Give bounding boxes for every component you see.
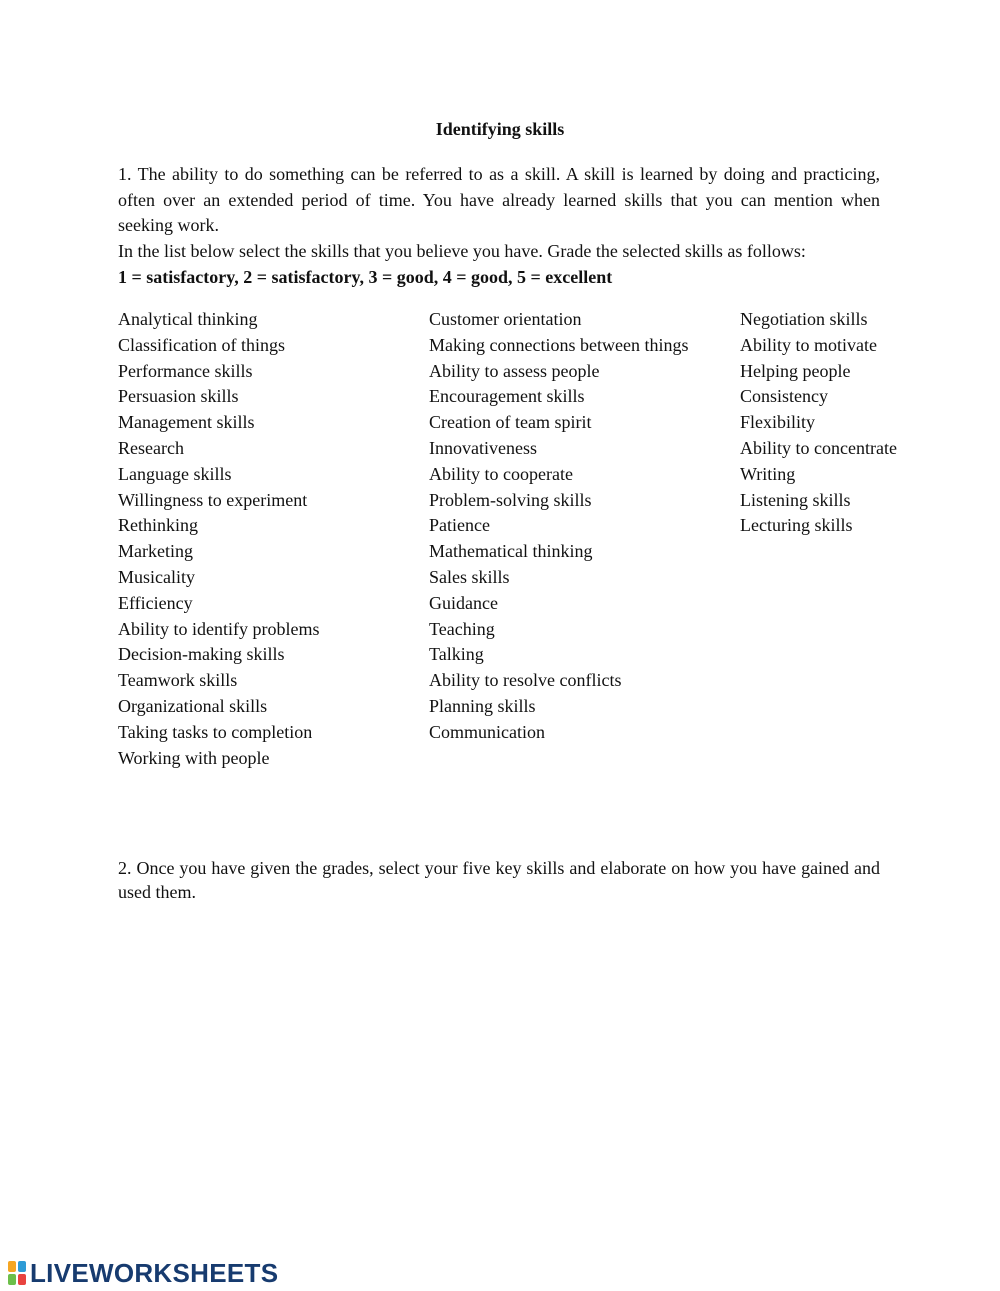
skill-item: Ability to cooperate	[429, 463, 573, 484]
skill-item: Problem-solving skills	[429, 489, 592, 510]
grade-scale: 1 = satisfactory, 2 = satisfactory, 3 = good, 4 = good, 5 = excellent	[118, 267, 613, 287]
skill-item: Customer orientation	[429, 309, 582, 329]
skill-item: Teaching	[429, 618, 495, 639]
skill-item: Rethinking	[118, 515, 198, 536]
skill-item: Patience	[429, 515, 490, 536]
skill-item: Efficiency	[118, 592, 193, 613]
logo-block	[8, 1261, 16, 1272]
skill-item: Innovativeness	[429, 437, 537, 458]
page-title: Identifying skills	[435, 119, 565, 139]
skill-item: Persuasion skills	[118, 386, 239, 407]
skill-item: Guidance	[429, 592, 498, 613]
liveworksheets-logo	[8, 1259, 278, 1287]
skills-column-3	[740, 307, 897, 539]
skill-item: Talking	[429, 644, 484, 665]
skill-item: Writing	[740, 463, 796, 484]
skill-item: Musicality	[118, 566, 195, 587]
skill-item: Communication	[429, 721, 545, 742]
skill-item: Making connections between things	[429, 334, 689, 355]
skills-column-1	[118, 307, 319, 771]
skill-item: Decision-making skills	[118, 644, 285, 665]
skill-item: Analytical thinking	[118, 309, 258, 329]
skill-item: Negotiation skills	[740, 309, 868, 329]
question-2-text: 2. Once you have given the grades, select your five key skills and elaborate on how you have gained and used them.	[118, 858, 880, 902]
skill-item: Creation of team spirit	[429, 412, 592, 433]
question-1-intro: 1. The ability to do something can be referred to as a skill. A skill is learned by doing and practicing, often over an extended period of time. You have already learned skills that you can mention when seeking work.	[118, 164, 880, 235]
skill-item: Teamwork skills	[118, 670, 238, 691]
skill-item: Mathematical thinking	[429, 541, 593, 562]
question-1-instruction: In the list below select the skills that you believe you have. Grade the selected skills as follows:	[118, 241, 806, 261]
skill-item: Listening skills	[740, 489, 851, 510]
logo-block	[18, 1274, 26, 1285]
skill-item: Research	[118, 437, 184, 458]
skill-item: Working with people	[118, 747, 270, 768]
skill-item: Ability to identify problems	[118, 618, 320, 639]
skill-item: Taking tasks to completion	[118, 721, 313, 742]
skill-item: Ability to motivate	[740, 334, 877, 355]
skill-item: Ability to assess people	[429, 360, 600, 381]
skill-item: Ability to concentrate	[740, 437, 897, 458]
skill-item: Ability to resolve conflicts	[429, 670, 622, 691]
skill-item: Organizational skills	[118, 695, 268, 716]
skill-item: Helping people	[740, 360, 851, 381]
skill-item: Lecturing skills	[740, 515, 853, 536]
skill-item: Willingness to experiment	[118, 489, 308, 510]
skill-item: Classification of things	[118, 334, 285, 355]
skill-item: Sales skills	[429, 566, 510, 587]
skill-item: Flexibility	[740, 412, 816, 433]
skill-item: Management skills	[118, 412, 255, 433]
skill-item: Marketing	[118, 541, 193, 562]
logo-block	[18, 1261, 26, 1272]
skill-item: Language skills	[118, 463, 232, 484]
logo-blocks-icon	[8, 1261, 26, 1285]
skill-item: Planning skills	[429, 695, 536, 716]
logo-block	[8, 1274, 16, 1285]
brand-name: LIVEWORKSHEETS	[30, 1258, 279, 1288]
skills-column-2	[429, 307, 688, 746]
skill-item: Consistency	[740, 386, 828, 407]
skill-item: Performance skills	[118, 360, 253, 381]
skill-item: Encouragement skills	[429, 386, 585, 407]
